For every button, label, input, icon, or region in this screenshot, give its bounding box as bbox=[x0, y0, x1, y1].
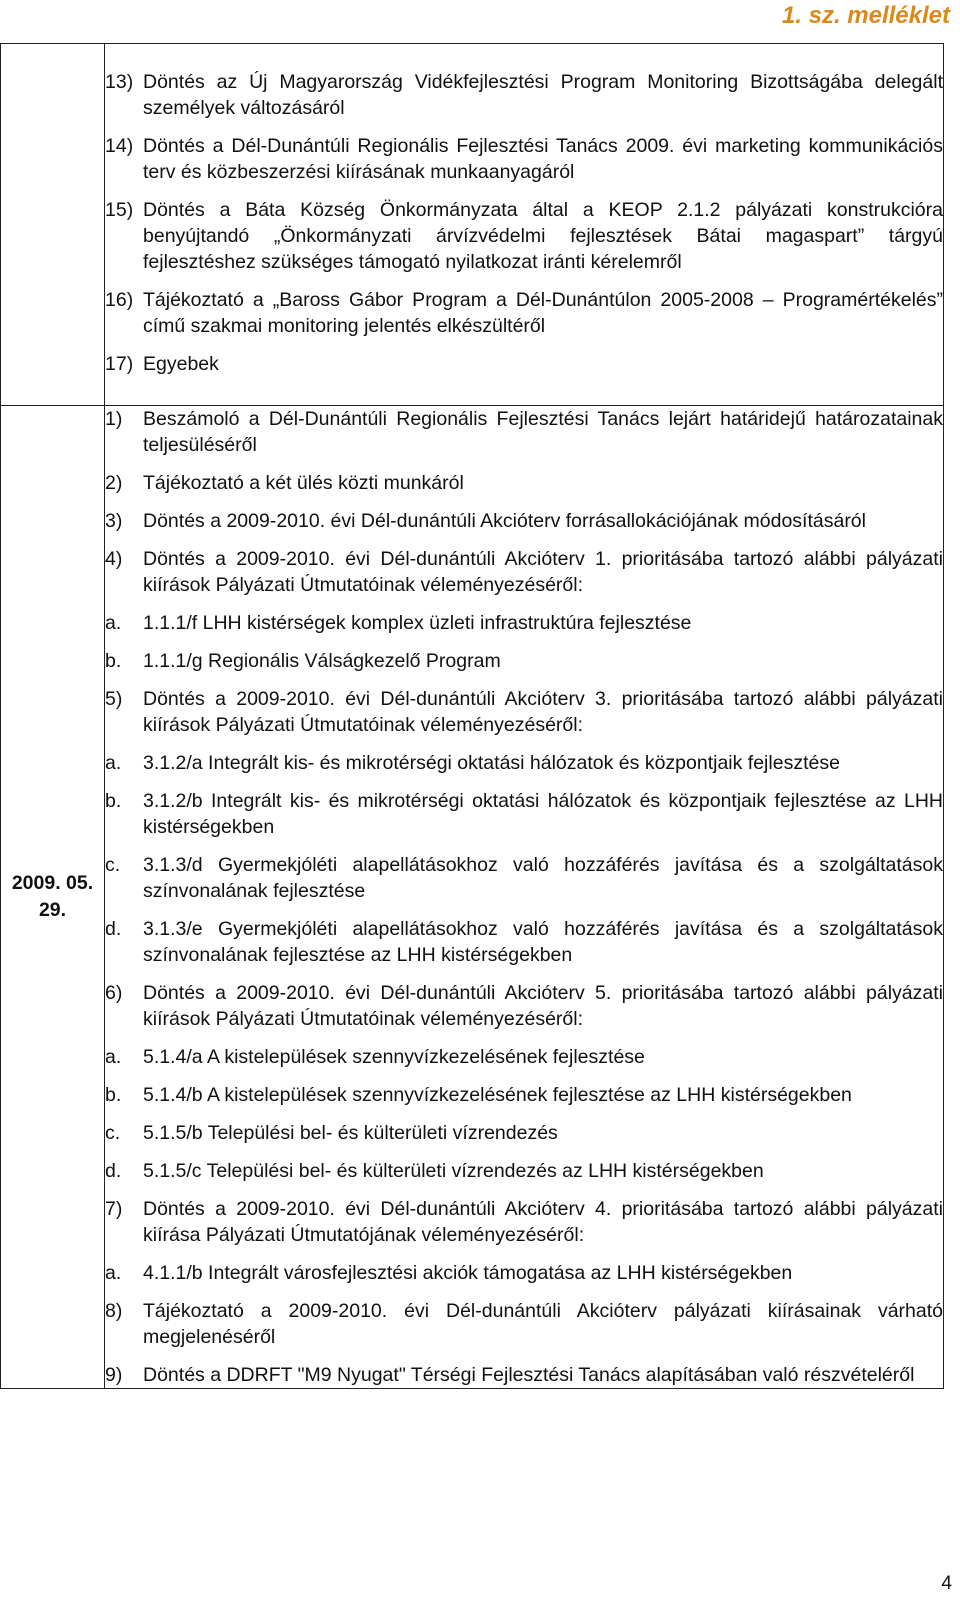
item-text: 5.1.5/b Települési bel- és külterületi vízrendezés bbox=[143, 1122, 558, 1144]
date-cell bbox=[1, 406, 105, 1389]
agenda-subitem bbox=[105, 610, 943, 636]
agenda-subitem bbox=[105, 1082, 943, 1108]
item-number: 13) bbox=[105, 71, 134, 93]
item-number: 2) bbox=[105, 472, 123, 494]
agenda-subitem bbox=[105, 788, 943, 840]
item-text: Beszámoló a Dél-Dunántúli Regionális Fejlesztési Tanács lejárt határidejű határozatainak teljesüléséről bbox=[143, 408, 943, 456]
item-number: c. bbox=[105, 854, 121, 876]
agenda-item bbox=[105, 508, 943, 534]
item-text: 3.1.2/b Integrált kis- és mikrotérségi oktatási hálózatok és központjaik fejlesztése az LHH kistérségekben bbox=[143, 790, 943, 838]
agenda-item bbox=[105, 406, 943, 458]
item-text: Egyebek bbox=[143, 353, 219, 375]
item-text: 3.1.2/a Integrált kis- és mikrotérségi oktatási hálózatok és központjaik fejlesztése bbox=[143, 752, 840, 774]
item-number: 5) bbox=[105, 688, 123, 710]
item-number: a. bbox=[105, 1262, 122, 1284]
item-number: 14) bbox=[105, 135, 134, 157]
meeting-date: 2009. 05. 29. bbox=[11, 872, 94, 921]
agenda-item bbox=[105, 69, 943, 121]
item-number: a. bbox=[105, 612, 122, 634]
item-number: 17) bbox=[105, 353, 134, 375]
item-text: 3.1.3/e Gyermekjóléti alapellátásokhoz való hozzáférés javítása és a szolgáltatások színvonalának fejlesztése az LHH kistérségekben bbox=[143, 918, 943, 966]
item-text: Tájékoztató a „Baross Gábor Program a Dél-Dunántúlon 2005-2008 – Programértékelés” című szakmai monitoring jelentés elkészültéről bbox=[143, 289, 943, 337]
agenda-item bbox=[105, 287, 943, 339]
item-number: 15) bbox=[105, 199, 134, 221]
item-text: Döntés a 2009-2010. évi Dél-dunántúli Akcióterv 1. prioritásába tartozó alábbi pályázati kiírások Pályázati Útmutatóinak véleményezéséről: bbox=[143, 548, 943, 596]
agenda-item bbox=[105, 197, 943, 275]
item-number: b. bbox=[105, 1084, 122, 1106]
item-text: 4.1.1/b Integrált városfejlesztési akciók támogatása az LHH kistérségekben bbox=[143, 1262, 793, 1284]
agenda-item bbox=[105, 470, 943, 496]
item-number: a. bbox=[105, 1046, 122, 1068]
item-text: Döntés a 2009-2010. évi Dél-dunántúli Akcióterv forrásallokációjának módosításáról bbox=[143, 510, 866, 532]
item-text: 5.1.5/c Települési bel- és külterületi vízrendezés az LHH kistérségekben bbox=[143, 1160, 764, 1182]
annex-title: 1. sz. melléklet bbox=[781, 2, 950, 29]
item-text: Döntés a DDRFT "M9 Nyugat" Térségi Fejlesztési Tanács alapításában való részvételéről bbox=[143, 1364, 915, 1386]
agenda-item bbox=[105, 980, 943, 1032]
item-number: d. bbox=[105, 1160, 122, 1182]
agenda-table bbox=[0, 43, 944, 1389]
agenda-item bbox=[105, 1196, 943, 1248]
item-number: 3) bbox=[105, 510, 123, 532]
agenda-subitem bbox=[105, 750, 943, 776]
item-number: 7) bbox=[105, 1198, 123, 1220]
item-number: c. bbox=[105, 1122, 121, 1144]
item-text: 3.1.3/d Gyermekjóléti alapellátásokhoz való hozzáférés javítása és a szolgáltatások színvonalának fejlesztése bbox=[143, 854, 943, 902]
table-row bbox=[1, 44, 944, 406]
item-text: 5.1.4/a A kistelepülések szennyvízkezelésének fejlesztése bbox=[143, 1046, 645, 1068]
item-text: Döntés a 2009-2010. évi Dél-dunántúli Akcióterv 5. prioritásába tartozó alábbi pályázati kiírások Pályázati Útmutatóinak véleményezéséről: bbox=[143, 982, 943, 1030]
item-number: 1) bbox=[105, 408, 123, 430]
item-number: 8) bbox=[105, 1300, 123, 1322]
item-number: 16) bbox=[105, 289, 134, 311]
agenda-subitem bbox=[105, 1120, 943, 1146]
date-cell bbox=[1, 44, 105, 406]
item-text: 5.1.4/b A kistelepülések szennyvízkezelésének fejlesztése az LHH kistérségekben bbox=[143, 1084, 852, 1106]
item-number: 6) bbox=[105, 982, 123, 1004]
agenda-item bbox=[105, 351, 943, 377]
agenda-item bbox=[105, 546, 943, 598]
item-text: Döntés a Báta Község Önkormányzata által a KEOP 2.1.2 pályázati konstrukcióra benyújtandó „Önkormányzati árvízvédelmi fejlesztések Bátai magaspart” tárgyú fejlesztéshez szükséges támogató nyilatkozat iránti kérelemről bbox=[143, 199, 943, 273]
agenda-item bbox=[105, 1362, 943, 1388]
item-text: 1.1.1/g Regionális Válságkezelő Program bbox=[143, 650, 501, 672]
item-text: Tájékoztató a két ülés közti munkáról bbox=[143, 472, 464, 494]
agenda-item bbox=[105, 133, 943, 185]
agenda-subitem bbox=[105, 1044, 943, 1070]
page-number: 4 bbox=[941, 1573, 952, 1594]
item-text: Döntés a 2009-2010. évi Dél-dunántúli Akcióterv 3. prioritásába tartozó alábbi pályázati kiírások Pályázati Útmutatóinak véleményezéséről: bbox=[143, 688, 943, 736]
agenda-subitem bbox=[105, 916, 943, 968]
agenda-item bbox=[105, 1298, 943, 1350]
item-number: 4) bbox=[105, 548, 123, 570]
item-number: a. bbox=[105, 752, 122, 774]
agenda-subitem bbox=[105, 648, 943, 674]
agenda-cell bbox=[105, 406, 944, 1389]
agenda-cell bbox=[105, 44, 944, 406]
item-number: b. bbox=[105, 650, 122, 672]
item-text: Döntés az Új Magyarország Vidékfejlesztési Program Monitoring Bizottságába delegált személyek változásáról bbox=[143, 71, 943, 119]
item-text: Döntés a Dél-Dunántúli Regionális Fejlesztési Tanács 2009. évi marketing kommunikációs terv és közbeszerzési kiírásának munkaanyagáról bbox=[143, 135, 943, 183]
item-text: 1.1.1/f LHH kistérségek komplex üzleti infrastruktúra fejlesztése bbox=[143, 612, 692, 634]
table-row bbox=[1, 406, 944, 1389]
item-number: d. bbox=[105, 918, 122, 940]
agenda-subitem bbox=[105, 852, 943, 904]
item-number: b. bbox=[105, 790, 122, 812]
agenda-item bbox=[105, 686, 943, 738]
item-number: 9) bbox=[105, 1364, 123, 1386]
item-text: Tájékoztató a 2009-2010. évi Dél-dunántúli Akcióterv pályázati kiírásainak várható megjelenéséről bbox=[143, 1300, 943, 1348]
item-text: Döntés a 2009-2010. évi Dél-dunántúli Akcióterv 4. prioritásába tartozó alábbi pályázati kiírása Pályázati Útmutatójának véleményezéséről: bbox=[143, 1198, 943, 1246]
agenda-subitem bbox=[105, 1260, 943, 1286]
agenda-subitem bbox=[105, 1158, 943, 1184]
